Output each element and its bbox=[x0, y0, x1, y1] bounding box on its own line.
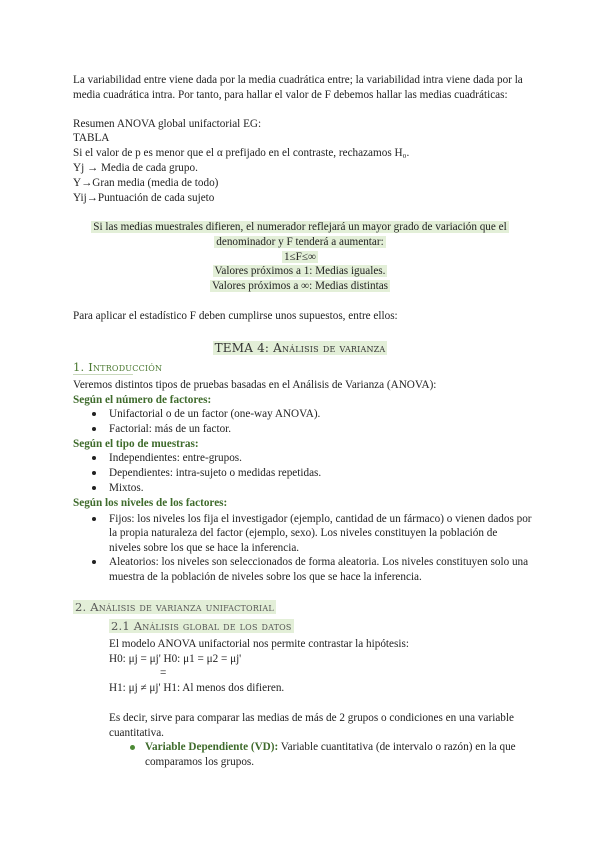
aleatorios-line-2: muestra de la población de niveles sobre los que se hace la inferencia. bbox=[109, 571, 422, 583]
es-decir-line-1: Es decir, sirve para comparar las medias de más de 2 grupos o condiciones en una variable bbox=[109, 712, 514, 724]
muestras-item-1: Independientes: entre-grupos. bbox=[109, 452, 242, 464]
bullet-dot bbox=[92, 517, 96, 521]
vd-definition-line-2: comparamos los grupos. bbox=[145, 756, 255, 768]
bullet-dot bbox=[92, 412, 96, 416]
factores-item-2: Factorial: más de un factor. bbox=[109, 423, 232, 435]
vd-definition bbox=[145, 740, 516, 754]
highlight-line-4: Valores próximos a 1: Medias iguales. bbox=[214, 265, 386, 277]
bullet-dot bbox=[92, 456, 96, 460]
highlight-line-5: Valores próximos a ∞: Medias distintas bbox=[211, 280, 389, 292]
section-2-1-heading: 2.1 Análisis global de los datos bbox=[111, 619, 292, 633]
bullet-dot bbox=[92, 486, 96, 490]
intro-line-1: La variabilidad entre viene dada por la media cuadrática entre; la variabilidad intra viene dada por la bbox=[73, 74, 523, 86]
highlight-line-2: denominador y F tenderá a aumentar: bbox=[216, 236, 384, 248]
fijos-line-2: la propia naturaleza del factor (ejemplo, sexo). Los niveles constituyen la población de bbox=[109, 527, 498, 539]
resumen-title: Resumen ANOVA global unifactorial EG: bbox=[73, 118, 262, 130]
intro-line-2: media cuadrática intra. Por tanto, para hallar el valor de F debemos hallar las medias cuadráticas: bbox=[73, 89, 508, 101]
muestras-item-3: Mixtos. bbox=[109, 482, 144, 494]
supuestos-text: Para aplicar el estadístico F deben cumplirse unos supuestos, entre ellos: bbox=[73, 310, 398, 322]
rule-text: Si el valor de p es menor que el α prefijado en el contraste, rechazamos H₀. bbox=[73, 147, 410, 159]
niveles-heading: Según los niveles de los factores: bbox=[73, 497, 228, 509]
green-bullet-dot bbox=[130, 745, 135, 750]
vd-text: Variable cuantitativa (de intervalo o razón) en la que bbox=[278, 741, 516, 753]
highlight-line-3: 1≤F≤∞ bbox=[283, 251, 317, 263]
bullet-dot bbox=[92, 471, 96, 475]
y-definition: Y→Gran media (media de todo) bbox=[73, 177, 219, 189]
yij-definition: Yij→Puntuación de cada sujeto bbox=[73, 192, 215, 204]
factores-heading: Según el número de factores: bbox=[73, 394, 212, 406]
bullet-dot bbox=[92, 427, 96, 431]
h0-hypothesis: H0: μj = μj' H0: μ1 = μ2 = μj' bbox=[109, 653, 242, 665]
tabla-label: TABLA bbox=[73, 132, 110, 144]
es-decir-line-2: cuantitativa. bbox=[109, 727, 164, 739]
h1-hypothesis: H1: μj ≠ μj' H1: Al menos dos difieren. bbox=[109, 682, 285, 694]
muestras-heading: Según el tipo de muestras: bbox=[73, 438, 199, 450]
vd-label: Variable Dependiente (VD): bbox=[145, 741, 279, 753]
factores-item-1: Unifactorial o de un factor (one-way ANOVA). bbox=[109, 408, 321, 420]
equals-sign: = bbox=[160, 667, 167, 679]
section-1-underline bbox=[73, 374, 133, 375]
muestras-item-2: Dependientes: intra-sujeto o medidas repetidas. bbox=[109, 467, 322, 479]
yj-definition: Yj → Media de cada grupo. bbox=[73, 162, 198, 174]
section-2-heading: 2. Análisis de varianza unifactorial bbox=[75, 600, 274, 614]
bullet-dot bbox=[92, 560, 96, 564]
fijos-line-1: Fijos: los niveles los fija el investigador (ejemplo, cantidad de un fármaco) o vienen dados por bbox=[109, 513, 532, 525]
aleatorios-line-1: Aleatorios: los niveles son seleccionados de forma aleatoria. Los niveles constituyen solo una bbox=[109, 556, 529, 568]
highlight-line-1: Si las medias muestrales difieren, el numerador reflejará un mayor grado de variación que el bbox=[93, 221, 507, 233]
modelo-text: El modelo ANOVA unifactorial nos permite contrastar la hipótesis: bbox=[109, 638, 409, 650]
section-1-intro: Veremos distintos tipos de pruebas basadas en el Análisis de Varianza (ANOVA): bbox=[73, 379, 437, 391]
fijos-line-3: niveles sobre los que se hace la inferencia. bbox=[109, 542, 300, 554]
section-1-heading: 1. Introducción bbox=[73, 360, 163, 374]
tema-title: TEMA 4: Análisis de varianza bbox=[214, 341, 386, 355]
